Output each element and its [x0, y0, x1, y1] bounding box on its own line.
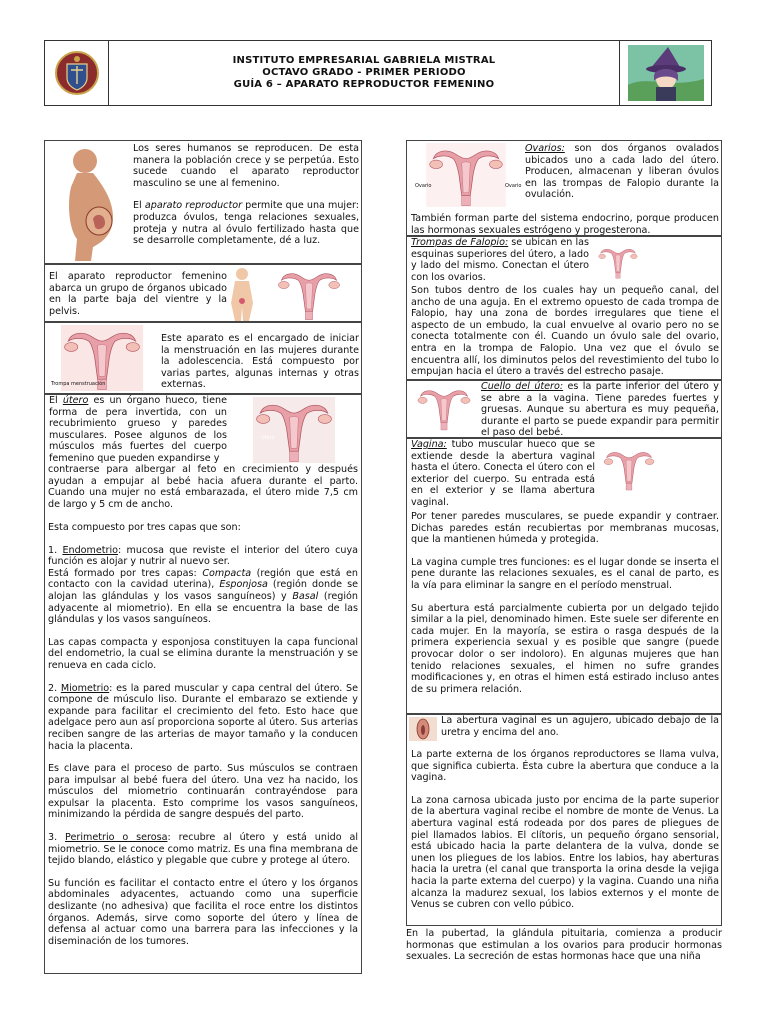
location-text: El aparato reproductor femenino abarca un grupo de órganos ubicado en la parte baja del vientre y la pelvis. [49, 271, 227, 317]
school-name: INSTITUTO EMPRESARIAL GABRIELA MISTRAL [232, 55, 496, 66]
trompas-detail: Son tubos dentro de los cuales hay un pequeño canal, del ancho de una aguja. En el extremo opuesto de cada trompa de Falopio, hay una zona de bordes irregulares que tiene el aspecto de un embudo, la cual envuelve al ovario pero no se conecta totalmente con él. Cuando un óvulo sale del ovario, entra en la trompa de Falopio. Una vez que el óvulo se encuentra allí, los diminutos pelos del revestimiento del tubo lo empujan hacia el útero a través del estrecho pasaje. [411, 285, 719, 378]
uterus-desc-continued: contraerse para albergar al feto en crecimiento y después ayudan a empujar al bebé hacia afuera durante el parto. Cuando una mujer no está embarazada, el útero mide 7,5 cm de largo y 5 cm de ancho. [48, 464, 358, 510]
uterus-description-wide [48, 464, 358, 510]
guide-title: GUÍA 6 – APARATO REPRODUCTOR FEMENINO [233, 79, 495, 90]
term-compacta: Compacta [202, 567, 252, 579]
vagina-box [406, 438, 722, 714]
vagina-paragraph-2: Por tener paredes musculares, se puede expandir y contraer. Dichas paredes están recubiertas por membranas mucosas, que la mantienen húmeda y protegida. [411, 511, 719, 546]
vagina-paragraph-3: La vagina cumple tres funciones: es el lugar donde se inserta el pene durante las relaciones sexuales, es el canal de parto, es la vía para eliminar la sangre en el período menstrual. [411, 556, 719, 591]
mio-text: : es la pared muscular y capa central del útero. Se compone de músculo liso. Durante el embarazo se extiende y expande para facilitar el crecimiento del feto. Esto hace que adelgace pero aun así proporciona soporte al útero. Sus arterias reciben sangre de las arterias de mayor tamaño y la conducen hacia la placenta. [48, 682, 358, 752]
document-title [109, 41, 619, 105]
cervix-diagram [409, 385, 479, 431]
endometrio-layers [48, 568, 358, 626]
pubertad-paragraph: En la pubertad, la glándula pituitaria, comienza a producir hormonas que estimulan a los ovarios para producir hormonas sexuales. La secreción de estas hormonas hace que una niña [406, 928, 722, 963]
term-miometrio: Miometrio [60, 682, 110, 694]
cuello-text [481, 381, 719, 438]
endo-number: 1. [48, 544, 63, 556]
uterus-figure-label: Útero [261, 435, 275, 441]
ovary-label-right: Ovario [505, 183, 522, 189]
uterus-diagram-large [229, 397, 359, 463]
vagina-text [411, 439, 595, 509]
mio-number: 2. [48, 682, 61, 694]
vagina-desc: tubo muscular hueco que se extiende desde la abertura vaginal hasta el útero. Conecta el útero con el exterior del cuerpo. Su entrada está en el exterior y se llama abertura vaginal. [411, 439, 595, 508]
document-header [44, 40, 712, 106]
ovarios-text [525, 143, 719, 201]
intro-p2-end: permite que una mujer: produzca óvulos, tenga relaciones sexuales, proteja y nutra al óvulo fertilizado hasta que se desarrolle completamente, dé a luz. [133, 200, 360, 247]
monte-venus-paragraph: La zona carnosa ubicada justo por encima de la parte superior de la abertura vaginal recibe el nombre de monte de Venus. La abertura vaginal está rodeada por dos pares de pliegues de piel llamados labios. El clítoris, un pequeño órgano sensorial, está ubicado hacia la parte delantera de la vulva, donde se unen los pliegues de los labios. Entre los labios, hay aberturas hacia la uretra (el canal que transporta la orina desde la vejiga hacia la parte externa del cuerpo) y la vagina. Cuando una niña alcanza la madurez sexual, los labios externos y el monte de Venus se cubren con vello púbico. [411, 794, 719, 911]
school-crest-icon [54, 50, 100, 96]
term-ovarios: Ovarios: [525, 143, 565, 154]
endo-text-1: : mucosa que reviste el interior del útero cuya función es alojar y nutrir al nuevo ser. [48, 544, 359, 568]
trompas-desc: se ubican en las esquinas superiores del útero, a lado y lado del mismo. Conectan el útero con los ovarios. [411, 237, 589, 283]
vagina-paragraph-4: Su abertura está parcialmente cubierta por un delgado tejido similar a la piel, denominado himen. Este suele ser diferente en cada mujer. En la mayoría, se estira o rasga después de la primera experiencia sexual y es posible que sangre (puede provocar dolor o ser indoloro). En algunas mujeres que han tenido relaciones sexuales, el himen no sufre grandes modificaciones y, en otras el himen está estirado incluso antes de su primera relación. [411, 602, 719, 695]
term-vagina: Vagina: [411, 439, 447, 450]
abertura-text [441, 715, 719, 749]
endo-text-4: (región donde se alojan las glándulas y los vasos sanguíneos) y [48, 579, 359, 602]
intro-paragraph-1: Los seres humanos se reproducen. De esta manera la población crece y se perpetúa. Esto sucede cuando el aparato reproductor masculino se une al femenino. [133, 143, 359, 189]
female-body-icon [227, 267, 257, 321]
trompas-text [411, 237, 589, 283]
term-trompas: Trompas de Falopio: [411, 237, 509, 248]
endo-text-5: (región adyacente al miometrio). En ella se encuentra la base de las glándulas y los vasos sanguíneos. [48, 590, 358, 626]
peri-text: : recubre al útero y está unido al miometrio. Se le conoce como matriz. Es una fina membrana de tejido blando, elástico y plegable que cubre y protege al útero. [48, 832, 358, 867]
intro-paragraph-2 [133, 200, 359, 246]
term-endometrio: Endometrio [62, 544, 119, 556]
fallopian-tubes-diagram [591, 245, 645, 279]
pregnant-silhouette-icon [47, 143, 129, 261]
term-cuello: Cuello del útero: [481, 381, 564, 392]
term-esponjosa: Esponjosa [219, 579, 268, 591]
school-logo-cell [45, 41, 109, 105]
cuello-box [406, 380, 722, 438]
layers-intro: Esta compuesto por tres capas que son: [48, 522, 241, 533]
term-aparato-reproductor: aparato reproductor [144, 200, 243, 212]
abertura-paragraphs [411, 749, 719, 911]
ovarios-hormones-text: También forman parte del sistema endocrino, porque producen las hormonas sexuales estrógeno y progesterona. [411, 213, 719, 236]
intro-text [133, 143, 359, 247]
intro-box [44, 140, 362, 264]
uterus-intro-text [49, 395, 227, 465]
menstruation-figure-label: Trompa menstruación [51, 381, 106, 387]
vagina-paragraphs [411, 511, 719, 695]
term-basal: Basal [292, 590, 319, 602]
location-box [44, 264, 362, 322]
abertura-box [406, 714, 722, 926]
vagina-diagram [597, 447, 661, 491]
miometrio-paragraph-2: Es clave para el proceso de parto. Sus músculos se contraen para impulsar al bebé fuera del útero. Una vez ha nacido, los músculos del miometrio continuarán contrayéndose para expulsar la placenta. Esto comprime los vasos sanguíneos, minimizando la pérdida de sangre después del parto. [48, 763, 358, 821]
cuello-desc: es la parte inferior del útero y se abre a la vagina. Tiene paredes fuertes y gruesas. Aunque su abertura es muy pequeña, durante el parto se puede expandir para permitir el paso del bebé. [481, 381, 719, 438]
miometrio-paragraph [48, 683, 358, 753]
function-text: Este aparato es el encargado de iniciar la menstruación en las mujeres durante la adolescencia. Está compuesto por varias partes, algunas internas y otras externas. [161, 333, 359, 391]
external-anatomy-icon [409, 717, 437, 741]
term-utero: útero [62, 395, 89, 406]
trompas-box [406, 236, 722, 380]
peri-number: 3. [48, 832, 66, 844]
function-box [44, 322, 362, 394]
intro-p2-start: El [133, 200, 145, 212]
perimetrio-paragraph-2: Su función es facilitar el contacto entre el útero y los órganos abdominales adyacentes, actuando como una superficie deslizante (no adhesiva) que facilita el roce entre los distintos órganos. Además, sirve como soporte del útero y línea de defensa al actuar como una barrera para las infecciones y la diseminación de los tumores. [48, 877, 358, 947]
ovary-label-left: Ovario [415, 183, 432, 189]
endometrio-paragraph-2: Las capas compacta y esponjosa constituyen la capa funcional del endometrio, la cual se elimina durante la menstruación y se renueva en cada ciclo. [48, 636, 358, 671]
perimetrio-paragraph [48, 832, 358, 867]
uterus-diagram-small [259, 267, 359, 321]
abertura-paragraph-1: La abertura vaginal es un agujero, ubicado debajo de la uretra y encima del ano. [441, 715, 719, 738]
term-perimetrio: Perimetrio o serosa [65, 832, 168, 844]
character-image-cell [619, 41, 711, 105]
grade-period: OCTAVO GRADO - PRIMER PERIODO [262, 67, 466, 78]
uterus-desc-inline: es un órgano hueco, tiene forma de pera invertida, con un recubrimiento grueso y paredes musculares. Posee algunos de los músculos más fuertes del cuerpo femenino que pueden expandirse y [49, 395, 227, 464]
endo-text-2: Está formado por tres capas: [48, 567, 203, 579]
layers-section [48, 522, 358, 947]
witch-character-icon [628, 45, 704, 101]
uterus-p-start: El [49, 395, 63, 406]
ovaries-diagram [409, 143, 523, 207]
endometrio-paragraph [48, 545, 358, 568]
ovarios-desc: son dos órganos ovalados ubicados uno a cada lado del útero. Producen, almacenan y liberan óvulos en las trompas de Falopio durante la ovulación. [525, 143, 719, 201]
ovarios-box [406, 140, 722, 236]
endo-text-3: (región que está en contacto con la cavidad uterina), [48, 567, 358, 591]
vulva-paragraph: La parte externa de los órganos reproductores se llama vulva, que significa cubierta. Ésta cubre la abertura que conduce a la vagina. [411, 749, 719, 784]
